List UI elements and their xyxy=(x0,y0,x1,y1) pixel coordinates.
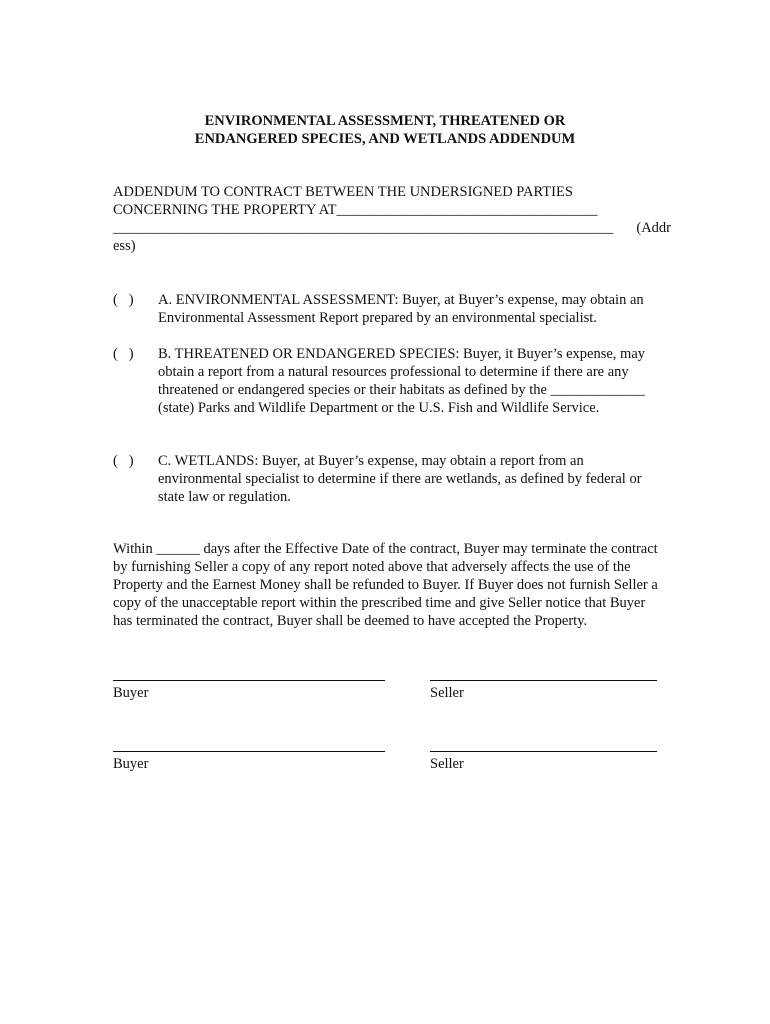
buyer-signature-line-1[interactable] xyxy=(113,680,385,681)
option-c-checkbox[interactable]: ( ) xyxy=(113,453,134,469)
document-title xyxy=(100,112,670,148)
seller-signature-line-1[interactable] xyxy=(430,680,657,681)
buyer-signature-1 xyxy=(113,680,385,702)
option-c-text: C. WETLANDS: Buyer, at Buyer’s expense, may obtain a report from an environmental specialist to determine if there are wetlands, as defined by federal or state law or regulation. xyxy=(158,453,642,505)
option-threatened-species xyxy=(113,345,658,417)
seller-label-2: Seller xyxy=(430,756,464,772)
title-line-1: ENVIRONMENTAL ASSESSMENT, THREATENED OR xyxy=(204,113,566,129)
address-line xyxy=(113,219,671,237)
address-label-start: (Addr xyxy=(636,220,671,236)
option-wetlands xyxy=(113,452,658,506)
buyer-label-2: Buyer xyxy=(113,756,149,772)
title-line-2: ENDANGERED SPECIES, AND WETLANDS ADDENDUM xyxy=(194,131,576,147)
seller-label-1: Seller xyxy=(430,685,464,701)
option-a-text: A. ENVIRONMENTAL ASSESSMENT: Buyer, at Buyer’s expense, may obtain an Environmental Assessment Report prepared by an environmental specialist. xyxy=(158,292,644,326)
address-blank: _____________________________________________________________________ xyxy=(113,220,614,236)
intro-block xyxy=(113,183,671,255)
address-label-end: ess) xyxy=(113,238,136,254)
seller-signature-1 xyxy=(430,680,657,702)
seller-signature-line-2[interactable] xyxy=(430,751,657,752)
buyer-signature-line-2[interactable] xyxy=(113,751,385,752)
buyer-label-1: Buyer xyxy=(113,685,149,701)
termination-paragraph: Within ______ days after the Effective Date of the contract, Buyer may terminate the contract by furnishing Seller a copy of any report noted above that adversely affects the use of the Property and the Earnest Money shall be refunded to Buyer. If Buyer does not furnish Seller a copy of the unacceptable report within the prescribed time and give Seller notice that Buyer has terminated the contract, Buyer shall be deemed to have accepted the Property. xyxy=(113,541,658,629)
intro-line-2: CONCERNING THE PROPERTY AT____________________________________ xyxy=(113,202,598,218)
option-environmental-assessment xyxy=(113,291,658,327)
option-a-checkbox[interactable]: ( ) xyxy=(113,292,134,308)
intro-line-1: ADDENDUM TO CONTRACT BETWEEN THE UNDERSIGNED PARTIES xyxy=(113,184,573,200)
seller-signature-2 xyxy=(430,751,657,773)
option-b-text: B. THREATENED OR ENDANGERED SPECIES: Buyer, it Buyer’s expense, may obtain a report from a natural resources professional to determine if there are any threatened or endangered species or their habitats as defined by the _____________ (state) Parks and Wildlife Department or the U.S. Fish and Wildlife Service. xyxy=(158,346,646,416)
buyer-signature-2 xyxy=(113,751,385,773)
option-b-checkbox[interactable]: ( ) xyxy=(113,346,134,362)
